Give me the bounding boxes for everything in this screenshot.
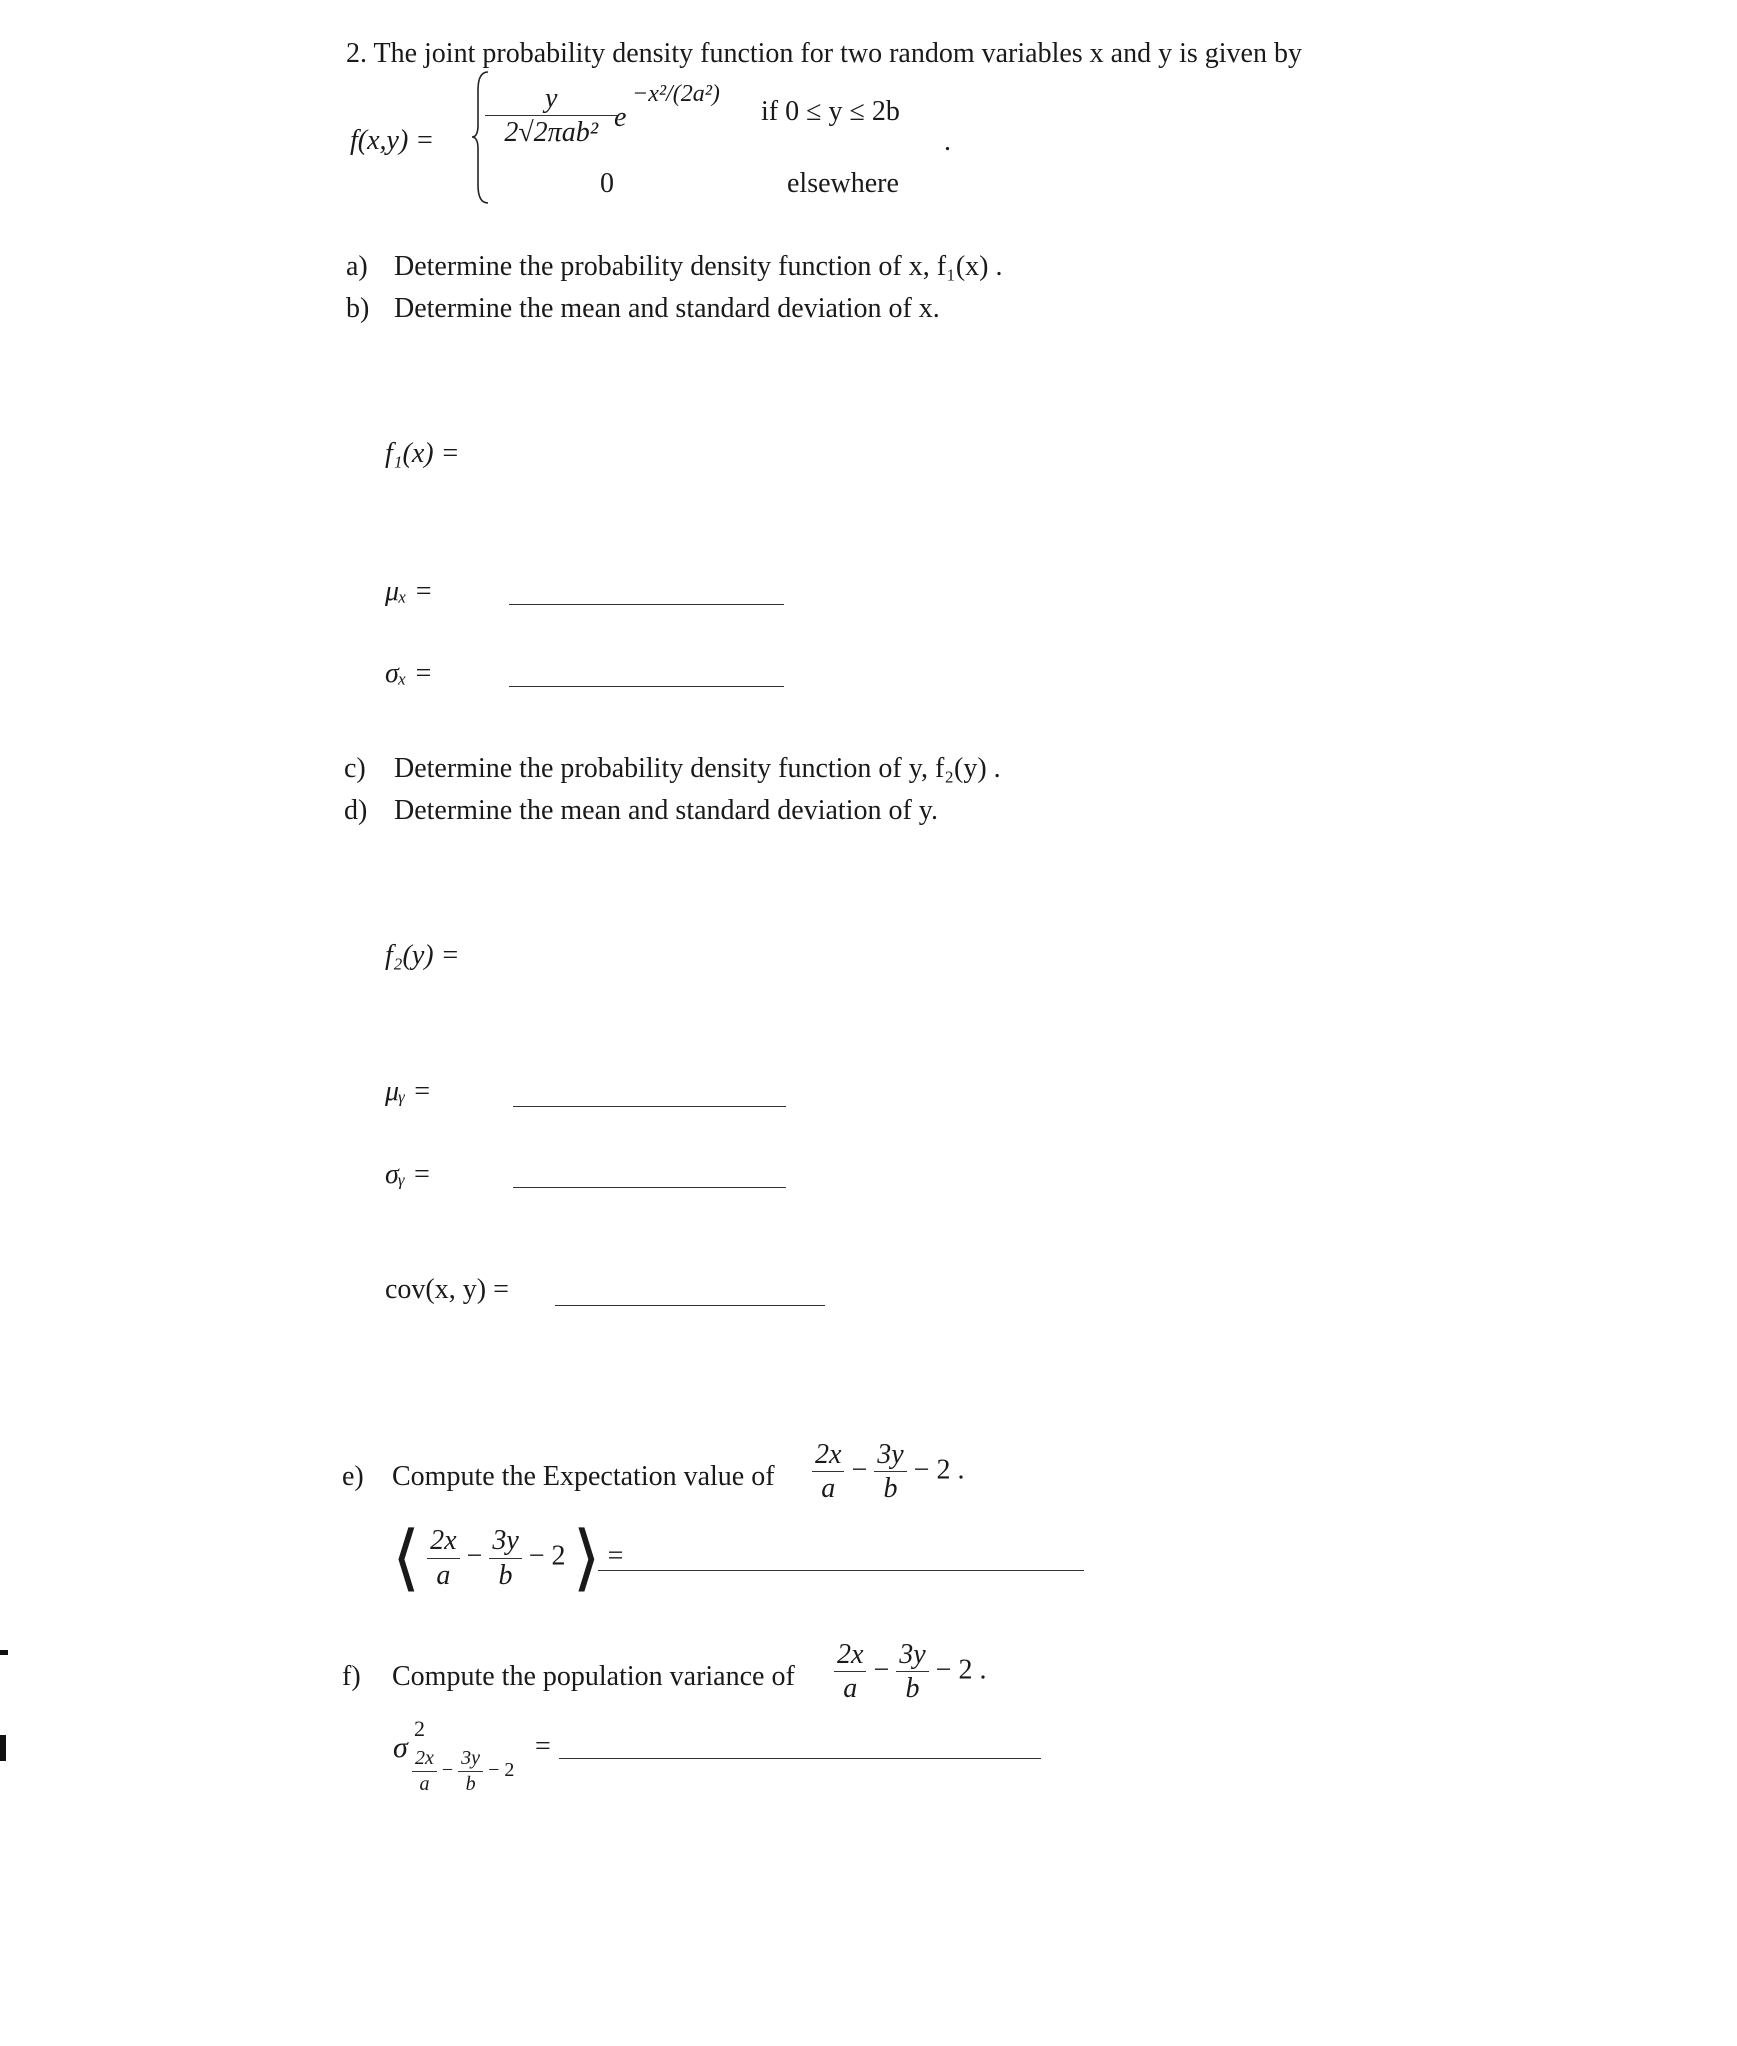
part-c-text: Determine the probability density function of y, f₂(y) . [394,753,1001,784]
denominator: a [436,1559,451,1591]
left-angle-bracket: ⟨ [392,1518,421,1598]
minus-sign: − [851,1454,868,1486]
part-b-label: b) [346,293,370,324]
mean-x-answer-blank[interactable] [509,604,784,605]
part-a-label: a) [346,251,368,282]
equals-sign: = [607,1540,624,1572]
variance-sigma: σ [393,1731,408,1764]
numerator: 3y [874,1440,906,1472]
denominator: a [419,1773,430,1795]
stddev-x-answer-blank[interactable] [509,686,784,687]
denominator: b [883,1473,898,1505]
expectation-answer-blank[interactable] [598,1570,1084,1571]
equals-sign: = [535,1731,551,1762]
part-a-text: Determine the probability density function of x, f₁(x) . [394,251,1003,282]
part-f-label: f) [342,1661,361,1692]
part-c-label: c) [344,753,366,784]
part-f-expression [834,1640,986,1704]
minus-two: − 2 [488,1759,515,1782]
variance-sigma-exponent: 2 [414,1716,425,1741]
exponent: −x²/(2a²) [632,81,720,107]
part-d-text: Determine the mean and standard deviation of y. [394,795,938,826]
period: . [944,126,951,157]
denominator: b [498,1559,513,1591]
numerator: 3y [458,1748,483,1772]
part-d-label: d) [344,795,368,826]
stddev-x-label: σₓ = [385,658,433,689]
case1-fraction [485,84,617,148]
minus-sign: − [441,1759,454,1782]
expectation-expression [392,1518,624,1598]
mean-x-label: μₓ = [385,576,433,607]
part-b-text: Determine the mean and standard deviation of x. [394,293,940,324]
numerator: 3y [896,1640,928,1672]
case1-condition: if 0 ≤ y ≤ 2b [761,96,900,127]
part-e-label: e) [342,1461,364,1492]
right-angle-bracket: ⟩ [572,1518,601,1598]
denominator: b [465,1773,476,1795]
denominator: a [821,1473,836,1505]
denominator: b [905,1673,920,1705]
scan-edge-mark [0,1735,6,1761]
expression-tail: − 2 . [913,1454,965,1486]
variance-subscript [412,1748,514,1795]
case2-condition: elsewhere [787,168,899,199]
problem-intro: 2. The joint probability density function for two random variables x and y is given by [346,38,1302,69]
exp-base: e [614,102,627,133]
expression-tail: − 2 . [935,1654,987,1686]
case2-value: 0 [600,168,614,199]
denominator: a [843,1673,858,1705]
stddev-y-answer-blank[interactable] [513,1187,786,1188]
part-e-text: Compute the Expectation value of [392,1461,775,1492]
minus-two: − 2 [528,1540,566,1572]
f2-label: f₂(y) = [385,940,460,971]
f1-label: f₁(x) = [385,438,460,469]
covariance-label: cov(x, y) = [385,1274,509,1305]
part-f-text: Compute the population variance of [392,1661,795,1692]
case1-numerator: y [485,84,617,116]
variance-answer-blank[interactable] [559,1758,1041,1759]
scan-edge-mark [0,1650,8,1655]
numerator: 3y [489,1526,521,1558]
covariance-answer-blank[interactable] [555,1305,825,1306]
stddev-y-label: σᵧ = [385,1159,432,1190]
part-e-expression [812,1440,964,1504]
mean-y-label: μᵧ = [385,1076,432,1107]
case1-denominator: 2√2πab² [504,117,599,149]
numerator: 2x [412,1748,437,1772]
minus-sign: − [873,1654,890,1686]
function-label: f(x,y) = [350,125,435,156]
mean-y-answer-blank[interactable] [513,1106,786,1107]
numerator: 2x [427,1526,459,1558]
numerator: 2x [812,1440,844,1472]
numerator: 2x [834,1640,866,1672]
minus-sign: − [466,1540,483,1572]
